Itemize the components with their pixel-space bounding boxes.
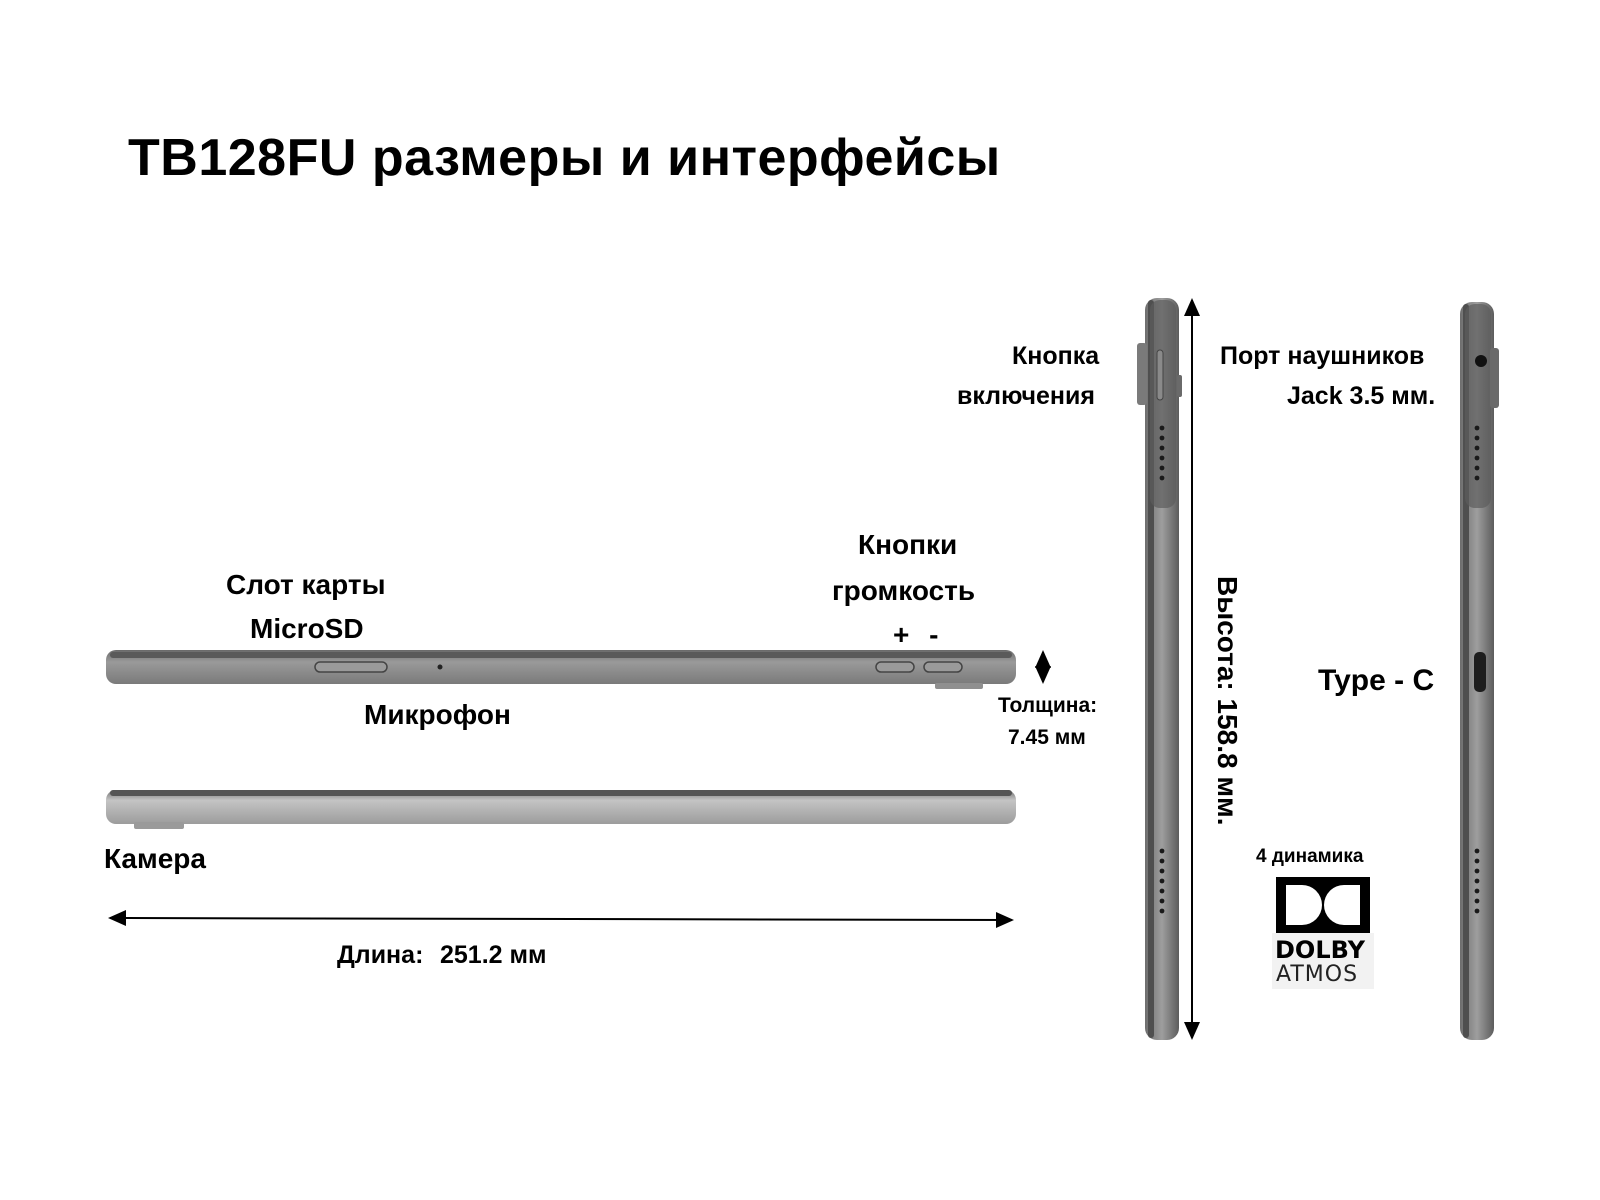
- jack-label-line2: Jack 3.5 мм.: [1287, 382, 1436, 410]
- microphone-label: Микрофон: [364, 699, 511, 730]
- camera-label: Камера: [104, 843, 206, 874]
- volume-up-button: [876, 662, 914, 672]
- type-c-label: Type - C: [1318, 664, 1435, 697]
- power-label-line2: включения: [957, 382, 1095, 410]
- dolby-wordmark: DOLBY: [1275, 936, 1365, 964]
- volume-label-line1: Кнопки: [858, 529, 958, 560]
- length-value: 251.2 мм: [440, 941, 547, 969]
- volume-down-button: [924, 662, 962, 672]
- speakers-label: 4 динамика: [1256, 846, 1364, 867]
- volume-label-line2: громкость: [832, 575, 976, 606]
- page-title: TB128FU размеры и интерфейсы: [128, 129, 1001, 187]
- tablet-right-side: [1460, 302, 1499, 1040]
- microsd-slot: [315, 662, 387, 672]
- length-label: Длина:: [337, 941, 424, 969]
- microsd-label-line2: MicroSD: [250, 613, 364, 644]
- headphone-jack: [1475, 355, 1487, 367]
- tablet-left-side: [1137, 298, 1182, 1040]
- tablet-top-edge: [106, 650, 1016, 689]
- height-label: Высота: 158.8 мм.: [1212, 576, 1243, 826]
- length-arrow: [110, 918, 1012, 920]
- power-label-line1: Кнопка: [1012, 342, 1100, 370]
- tablet-bottom-edge: [106, 790, 1016, 829]
- thickness-label-line1: Толщина:: [998, 694, 1098, 717]
- jack-label-line1: Порт наушников: [1220, 342, 1425, 370]
- volume-signs: + -: [893, 619, 939, 650]
- microsd-label-line1: Слот карты: [226, 569, 386, 600]
- power-button: [1137, 343, 1147, 405]
- microphone-hole: [438, 665, 443, 670]
- thickness-label-line2: 7.45 мм: [1008, 726, 1086, 749]
- camera-bump: [134, 822, 184, 829]
- usb-type-c-port: [1474, 652, 1486, 692]
- atmos-wordmark: ATMOS: [1276, 962, 1359, 987]
